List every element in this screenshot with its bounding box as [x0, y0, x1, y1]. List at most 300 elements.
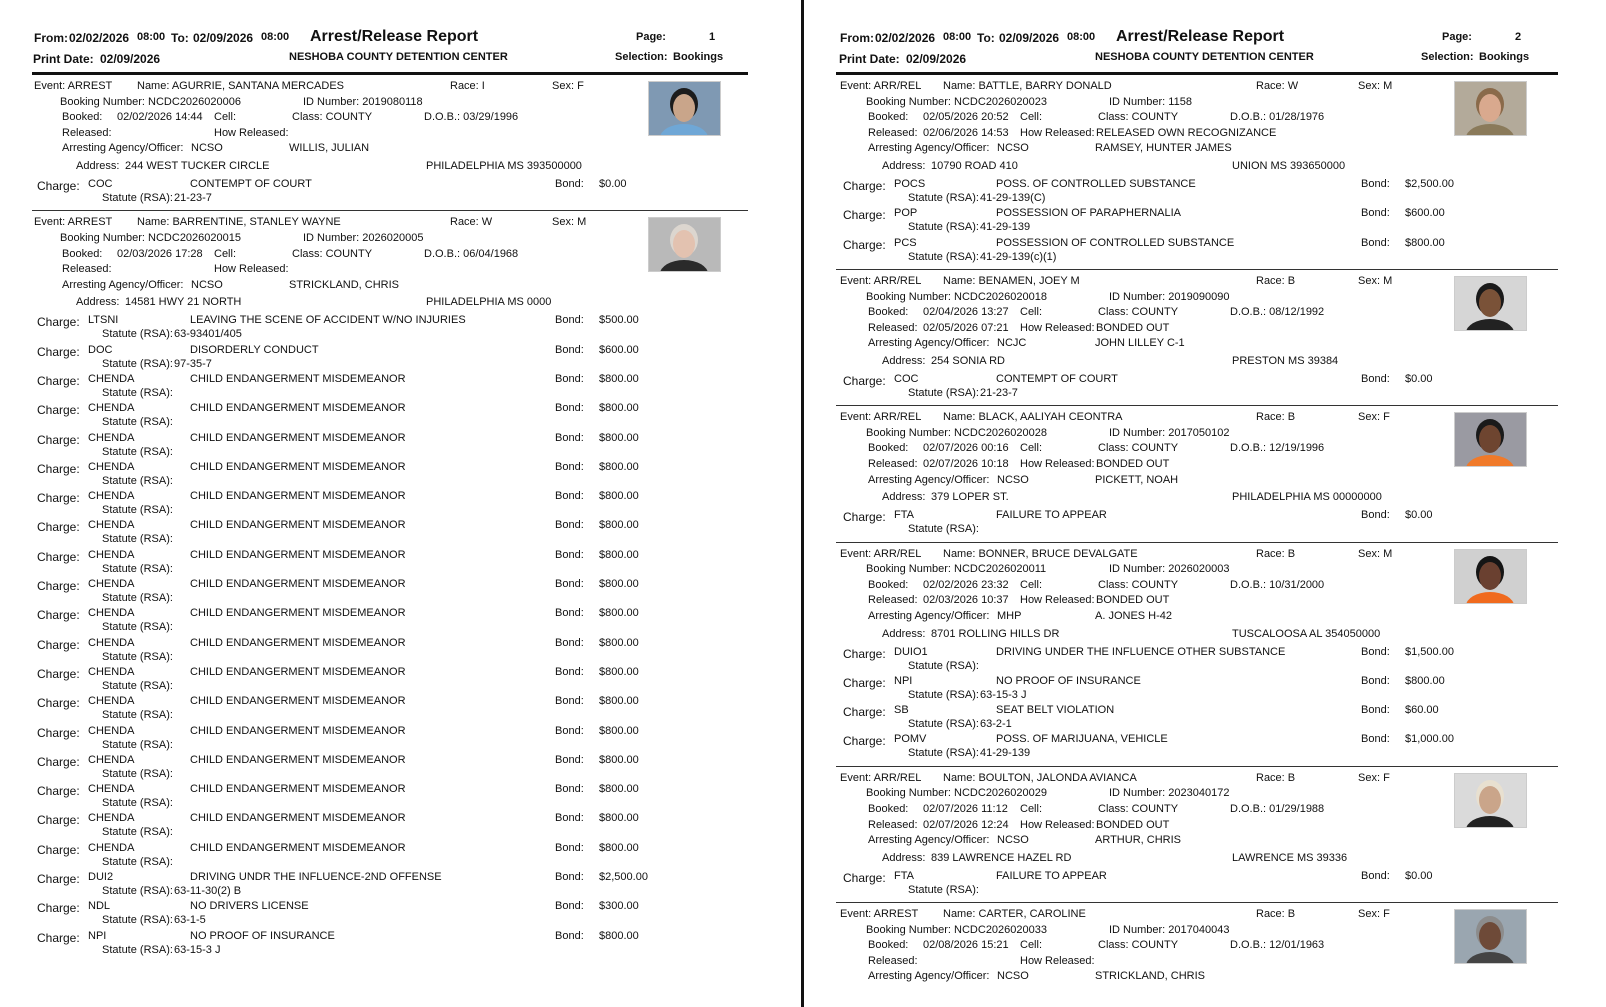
- released-datetime: 02/06/2026 14:53: [923, 126, 1009, 139]
- agency: NCJC: [997, 337, 1027, 350]
- charge-code: COC: [88, 178, 113, 190]
- city-state-zip: PHILADELPHIA MS 393500000: [426, 160, 582, 172]
- cell-label: Cell:: [1020, 306, 1043, 319]
- header-rule: [32, 72, 748, 75]
- statute-value: 41-29-139: [980, 747, 1031, 760]
- charge-description: CHILD ENDANGERMENT MISDEMEANOR: [190, 372, 406, 385]
- charge-label: Charge:: [843, 734, 886, 749]
- released-label: Released:: [868, 594, 918, 607]
- mugshot-figure: [649, 82, 720, 135]
- charge-code: CHENDA: [88, 431, 135, 444]
- booking-number: Booking Number: NCDC2026020015: [60, 231, 241, 244]
- charge-code: NPI: [894, 674, 913, 687]
- charge-code: SB: [894, 704, 909, 717]
- race: Race: W: [1256, 80, 1299, 92]
- page-divider: [801, 0, 804, 1007]
- released-label: Released:: [62, 263, 112, 276]
- address-label: Address:: [882, 354, 926, 367]
- how-released-label: How Released:: [1020, 818, 1095, 831]
- address: 10790 ROAD 410: [931, 160, 1018, 172]
- selection-label: Selection:: [1421, 51, 1474, 63]
- charge-description: CHILD ENDANGERMENT MISDEMEANOR: [190, 548, 406, 561]
- bond-amount: $800.00: [599, 753, 639, 766]
- bond-amount: $600.00: [1405, 207, 1445, 220]
- bond-amount: $60.00: [1405, 704, 1439, 717]
- bond-amount: $800.00: [599, 519, 639, 532]
- inmate-name: Name: BATTLE, BARRY DONALD: [943, 80, 1112, 92]
- statute-label: Statute (RSA):: [102, 650, 173, 663]
- charge-label: Charge:: [37, 872, 80, 886]
- released-label: Released:: [868, 126, 918, 139]
- from-date: 02/02/2026: [69, 31, 130, 45]
- charge-code: CHENDA: [88, 665, 135, 678]
- statute-value: 63-15-3 J: [174, 943, 221, 956]
- statute-value: 21-23-7: [980, 386, 1018, 399]
- charge-code: NDL: [88, 900, 111, 913]
- bond-label: Bond:: [555, 783, 584, 796]
- statute-value: 63-15-3 J: [980, 688, 1027, 701]
- how-released-label: How Released:: [214, 126, 289, 139]
- booking-number: Booking Number: NCDC2026020011: [866, 563, 1047, 576]
- charge-label: Charge:: [37, 491, 80, 506]
- booked-datetime: 02/07/2026 00:16: [923, 442, 1009, 455]
- charge-description: LEAVING THE SCENE OF ACCIDENT W/NO INJURIES: [190, 314, 466, 327]
- cell-label: Cell:: [214, 111, 237, 124]
- charge-label: Charge:: [37, 696, 80, 711]
- event-separator: [836, 902, 1558, 903]
- statute-label: Statute (RSA):: [102, 738, 173, 751]
- mugshot-photo: [1454, 81, 1527, 136]
- bond-label: Bond:: [555, 519, 584, 532]
- bond-label: Bond:: [1361, 236, 1390, 249]
- statute-label: Statute (RSA):: [102, 943, 173, 956]
- statute-label: Statute (RSA):: [102, 855, 173, 868]
- charge-label: Charge:: [37, 725, 80, 740]
- charge-description: CHILD ENDANGERMENT MISDEMEANOR: [190, 519, 406, 532]
- statute-label: Statute (RSA):: [908, 718, 979, 731]
- bond-label: Bond:: [555, 636, 584, 649]
- inmate-name: Name: BOULTON, JALONDA AVIANCA: [943, 771, 1137, 784]
- city-state-zip: LAWRENCE MS 39336: [1232, 851, 1348, 864]
- mugshot-figure: [649, 218, 720, 271]
- id-number: ID Number: 2017050102: [1109, 426, 1230, 439]
- bond-label: Bond:: [555, 490, 584, 503]
- bond-amount: $800.00: [599, 783, 639, 796]
- charge-label: Charge:: [37, 315, 80, 330]
- statute-label: Statute (RSA):: [102, 445, 173, 458]
- statute-label: Statute (RSA):: [102, 914, 173, 927]
- bond-amount: $800.00: [599, 841, 639, 854]
- sex: Sex: M: [552, 216, 587, 229]
- bond-amount: $800.00: [599, 929, 639, 942]
- how-released: BONDED OUT: [1096, 458, 1170, 470]
- bond-label: Bond:: [555, 314, 584, 327]
- inmate-name: Name: BENAMEN, JOEY M: [943, 274, 1080, 287]
- bond-amount: $800.00: [599, 695, 639, 708]
- bond-label: Bond:: [555, 431, 584, 444]
- charge-label: Charge:: [37, 666, 80, 681]
- charge-code: CHENDA: [88, 695, 135, 708]
- statute-label: Statute (RSA):: [102, 386, 173, 399]
- charge-description: CHILD ENDANGERMENT MISDEMEANOR: [190, 431, 406, 444]
- booked-label: Booked:: [62, 111, 103, 124]
- charge-description: NO PROOF OF INSURANCE: [996, 674, 1141, 687]
- selection-value: Bookings: [1479, 51, 1530, 63]
- booked-label: Booked:: [868, 111, 909, 124]
- from-label: From:: [840, 31, 874, 45]
- charge-description: DISORDERLY CONDUCT: [190, 343, 319, 356]
- charge-label: Charge:: [37, 813, 80, 828]
- bond-label: Bond:: [1361, 869, 1390, 882]
- charge-code: CHENDA: [88, 753, 135, 766]
- print-date: 02/09/2026: [100, 52, 161, 66]
- to-label: To:: [171, 31, 189, 45]
- page-label: Page:: [1442, 31, 1472, 43]
- agency-label: Arresting Agency/Officer:: [868, 834, 990, 847]
- agency-label: Arresting Agency/Officer:: [62, 278, 184, 291]
- bond-amount: $0.00: [1405, 869, 1433, 882]
- agency-label: Arresting Agency/Officer:: [868, 337, 990, 350]
- statute-label: Statute (RSA):: [102, 797, 173, 810]
- bond-amount: $800.00: [599, 636, 639, 649]
- charge-code: FTA: [894, 869, 914, 882]
- bond-label: Bond:: [555, 578, 584, 590]
- released-datetime: 02/05/2026 07:21: [923, 321, 1009, 334]
- statute-label: Statute (RSA):: [908, 192, 979, 204]
- sex: Sex: F: [1358, 908, 1390, 920]
- charge-label: Charge:: [843, 373, 886, 388]
- statute-label: Statute (RSA):: [908, 688, 979, 701]
- event-type: Event: ARR/REL: [840, 547, 922, 560]
- report-page-2: [808, 0, 1606, 1007]
- booked-label: Booked:: [868, 442, 909, 455]
- charge-description: CHILD ENDANGERMENT MISDEMEANOR: [190, 783, 406, 796]
- released-label: Released:: [868, 954, 918, 967]
- charge-description: CONTEMPT OF COURT: [996, 372, 1118, 385]
- charge-label: Charge:: [843, 510, 886, 525]
- city-state-zip: TUSCALOOSA AL 354050000: [1232, 627, 1381, 640]
- how-released: BONDED OUT: [1096, 594, 1170, 607]
- charge-code: CHENDA: [88, 372, 135, 385]
- dob: D.O.B.: 12/01/1963: [1230, 939, 1325, 952]
- bond-label: Bond:: [555, 724, 584, 737]
- selection-value: Bookings: [673, 51, 724, 63]
- sex: Sex: M: [1358, 274, 1393, 287]
- how-released: BONDED OUT: [1096, 321, 1170, 334]
- event-separator: [32, 210, 748, 211]
- booking-number: Booking Number: NCDC2026020028: [866, 426, 1047, 439]
- race: Race: B: [1256, 771, 1296, 784]
- released-datetime: 02/07/2026 10:18: [923, 458, 1009, 470]
- class: Class: COUNTY: [292, 111, 373, 124]
- charge-label: Charge:: [37, 930, 80, 945]
- bond-amount: $800.00: [599, 372, 639, 385]
- statute-label: Statute (RSA):: [908, 221, 979, 234]
- statute-label: Statute (RSA):: [102, 533, 173, 546]
- how-released-label: How Released:: [1020, 954, 1095, 967]
- cell-label: Cell:: [214, 247, 237, 260]
- statute-value: 21-23-7: [174, 192, 212, 204]
- statute-label: Statute (RSA):: [102, 504, 173, 517]
- charge-code: CHENDA: [88, 490, 135, 503]
- agency-label: Arresting Agency/Officer:: [868, 609, 990, 622]
- event-type: Event: ARR/REL: [840, 771, 922, 784]
- how-released-label: How Released:: [1020, 126, 1095, 139]
- inmate-name: Name: BONNER, BRUCE DEVALGATE: [943, 547, 1138, 560]
- charge-code: CHENDA: [88, 607, 135, 620]
- booked-label: Booked:: [868, 306, 909, 319]
- charge-label: Charge:: [843, 675, 886, 690]
- charge-code: CHENDA: [88, 636, 135, 649]
- report-page-1: [0, 0, 800, 1007]
- print-date-label: Print Date:: [839, 52, 900, 66]
- charge-code: CHENDA: [88, 578, 135, 590]
- statute-value: 41-29-139(C): [980, 192, 1046, 204]
- bond-label: Bond:: [555, 372, 584, 385]
- released-datetime: 02/03/2026 10:37: [923, 594, 1009, 607]
- sex: Sex: F: [1358, 771, 1390, 784]
- statute-label: Statute (RSA):: [908, 659, 979, 672]
- event-type: Event: ARR/REL: [840, 411, 922, 424]
- address: 244 WEST TUCKER CIRCLE: [125, 160, 270, 172]
- charge-code: POCS: [894, 178, 926, 190]
- mugshot-photo: [1454, 412, 1527, 467]
- statute-label: Statute (RSA):: [908, 386, 979, 399]
- charge-label: Charge:: [37, 901, 80, 916]
- officer: STRICKLAND, CHRIS: [1095, 970, 1206, 983]
- statute-value: 41-29-139(c)(1): [980, 250, 1057, 263]
- agency: NCSO: [191, 278, 223, 291]
- statute-value: 63-93401/405: [174, 328, 242, 341]
- mugshot-photo: [1454, 909, 1527, 964]
- print-date: 02/09/2026: [906, 52, 967, 66]
- city-state-zip: PHILADELPHIA MS 0000: [426, 296, 552, 309]
- how-released-label: How Released:: [1020, 594, 1095, 607]
- from-time: 08:00: [943, 31, 972, 43]
- inmate-name: Name: BARRENTINE, STANLEY WAYNE: [137, 216, 341, 229]
- charge-label: Charge:: [843, 208, 886, 223]
- address: 14581 HWY 21 NORTH: [125, 296, 242, 309]
- event-type: Event: ARREST: [840, 908, 919, 920]
- how-released: RELEASED OWN RECOGNIZANCE: [1096, 126, 1277, 139]
- agency: NCSO: [997, 473, 1029, 486]
- bond-amount: $2,500.00: [599, 871, 648, 883]
- race: Race: W: [450, 216, 493, 229]
- how-released: BONDED OUT: [1096, 818, 1170, 831]
- charge-code: FTA: [894, 509, 914, 522]
- booked-label: Booked:: [868, 802, 909, 815]
- bond-label: Bond:: [555, 343, 584, 356]
- bond-amount: $500.00: [599, 314, 639, 327]
- charge-code: CHENDA: [88, 460, 135, 473]
- charge-description: POSSESSION OF PARAPHERNALIA: [996, 207, 1182, 220]
- from-label: From:: [34, 31, 68, 45]
- charge-description: NO PROOF OF INSURANCE: [190, 929, 335, 942]
- cell-label: Cell:: [1020, 578, 1043, 591]
- charge-label: Charge:: [37, 373, 80, 388]
- bond-amount: $1,000.00: [1405, 733, 1454, 746]
- dob: D.O.B.: 06/04/1968: [424, 247, 519, 260]
- statute-value: 63-1-5: [174, 914, 206, 927]
- id-number: ID Number: 2017040043: [1109, 923, 1230, 936]
- charge-label: Charge:: [843, 179, 886, 193]
- facility-name: NESHOBA COUNTY DETENTION CENTER: [289, 51, 508, 63]
- how-released-label: How Released:: [1020, 321, 1095, 334]
- address-label: Address:: [76, 296, 120, 309]
- charge-code: PCS: [894, 236, 917, 249]
- agency-label: Arresting Agency/Officer:: [868, 473, 990, 486]
- charge-description: NO DRIVERS LICENSE: [190, 900, 309, 913]
- bond-amount: $300.00: [599, 900, 639, 913]
- agency: NCSO: [997, 142, 1029, 155]
- bond-label: Bond:: [555, 871, 584, 883]
- booked-datetime: 02/08/2026 15:21: [923, 939, 1009, 952]
- booked-datetime: 02/05/2026 20:52: [923, 111, 1009, 124]
- agency: NCSO: [997, 834, 1029, 847]
- to-time: 08:00: [1067, 31, 1096, 43]
- sex: Sex: M: [1358, 80, 1393, 92]
- charge-code: CHENDA: [88, 783, 135, 796]
- class: Class: COUNTY: [1098, 939, 1179, 952]
- charge-label: Charge:: [843, 705, 886, 720]
- bond-amount: $800.00: [599, 724, 639, 737]
- mugshot-figure: [1455, 910, 1526, 963]
- event-type: Event: ARR/REL: [840, 274, 922, 287]
- id-number: ID Number: 2019080118: [303, 95, 423, 108]
- charge-label: Charge:: [37, 432, 80, 447]
- dob: D.O.B.: 01/29/1988: [1230, 802, 1325, 815]
- report-title: Arrest/Release Report: [310, 28, 479, 45]
- address-label: Address:: [882, 160, 926, 172]
- charge-code: CHENDA: [88, 724, 135, 737]
- page-number: 2: [1515, 31, 1522, 43]
- id-number: ID Number: 2026020003: [1109, 563, 1230, 576]
- charge-description: CHILD ENDANGERMENT MISDEMEANOR: [190, 636, 406, 649]
- released-label: Released:: [868, 818, 918, 831]
- charge-label: Charge:: [37, 520, 80, 535]
- bond-label: Bond:: [555, 665, 584, 678]
- event-type: Event: ARR/REL: [840, 80, 922, 92]
- bond-amount: $800.00: [599, 460, 639, 473]
- officer: RAMSEY, HUNTER JAMES: [1095, 142, 1232, 155]
- booked-datetime: 02/04/2026 13:27: [923, 306, 1009, 319]
- charge-description: DRIVING UNDER THE INFLUENCE OTHER SUBSTANCE: [996, 645, 1286, 658]
- mugshot-photo: [1454, 549, 1527, 604]
- bond-label: Bond:: [555, 607, 584, 620]
- officer: JOHN LILLEY C-1: [1095, 337, 1185, 350]
- bond-label: Bond:: [1361, 704, 1390, 717]
- charge-label: Charge:: [37, 403, 80, 418]
- charge-label: Charge:: [37, 842, 80, 857]
- officer: ARTHUR, CHRIS: [1095, 834, 1181, 847]
- charge-description: SEAT BELT VIOLATION: [996, 704, 1115, 717]
- race: Race: B: [1256, 908, 1296, 920]
- charge-description: POSSESSION OF CONTROLLED SUBSTANCE: [996, 236, 1235, 249]
- bond-amount: $800.00: [1405, 236, 1445, 249]
- id-number: ID Number: 1158: [1109, 95, 1192, 108]
- agency-label: Arresting Agency/Officer:: [868, 142, 990, 155]
- booked-label: Booked:: [62, 247, 103, 260]
- charge-label: Charge:: [37, 608, 80, 623]
- charge-label: Charge:: [843, 870, 886, 885]
- charge-code: POMV: [894, 733, 927, 746]
- race: Race: B: [1256, 411, 1296, 424]
- charge-label: Charge:: [843, 646, 886, 661]
- booking-number: Booking Number: NCDC2026020018: [866, 290, 1047, 303]
- mugshot-photo: [1454, 773, 1527, 828]
- bond-label: Bond:: [555, 812, 584, 825]
- to-date: 02/09/2026: [193, 31, 254, 45]
- booked-label: Booked:: [868, 578, 909, 591]
- statute-value: 63-2-1: [980, 718, 1012, 731]
- selection-label: Selection:: [615, 51, 668, 63]
- to-time: 08:00: [261, 31, 290, 43]
- dob: D.O.B.: 10/31/2000: [1230, 578, 1325, 591]
- address: 839 LAWRENCE HAZEL RD: [931, 851, 1072, 864]
- charge-code: CHENDA: [88, 548, 135, 561]
- class: Class: COUNTY: [1098, 306, 1179, 319]
- address: 8701 ROLLING HILLS DR: [931, 627, 1060, 640]
- bond-label: Bond:: [555, 548, 584, 561]
- race: Race: I: [450, 80, 485, 92]
- statute-label: Statute (RSA):: [102, 562, 173, 575]
- charge-label: Charge:: [37, 549, 80, 564]
- mugshot-figure: [1455, 82, 1526, 135]
- bond-label: Bond:: [555, 929, 584, 942]
- officer: WILLIS, JULIAN: [289, 142, 370, 155]
- charge-description: CONTEMPT OF COURT: [190, 178, 312, 190]
- bond-label: Bond:: [555, 753, 584, 766]
- address: 379 LOPER ST.: [931, 491, 1009, 504]
- event-separator: [836, 542, 1558, 543]
- charge-code: DUIO1: [894, 645, 928, 658]
- mugshot-photo: [648, 217, 721, 272]
- page-label: Page:: [636, 31, 666, 43]
- dob: D.O.B.: 12/19/1996: [1230, 442, 1325, 455]
- address-label: Address:: [882, 491, 926, 504]
- sex: Sex: M: [1358, 547, 1393, 560]
- dob: D.O.B.: 03/29/1996: [424, 111, 519, 124]
- charge-label: Charge:: [37, 754, 80, 769]
- charge-description: CHILD ENDANGERMENT MISDEMEANOR: [190, 724, 406, 737]
- charge-description: CHILD ENDANGERMENT MISDEMEANOR: [190, 460, 406, 473]
- cell-label: Cell:: [1020, 111, 1043, 124]
- class: Class: COUNTY: [292, 247, 373, 260]
- header-rule: [836, 72, 1558, 75]
- officer: STRICKLAND, CHRIS: [289, 278, 400, 291]
- to-label: To:: [977, 31, 995, 45]
- agency: MHP: [997, 609, 1022, 622]
- statute-label: Statute (RSA):: [908, 747, 979, 760]
- how-released-label: How Released:: [214, 263, 289, 276]
- mugshot-photo: [1454, 276, 1527, 331]
- booked-datetime: 02/02/2026 14:44: [117, 111, 203, 124]
- event-separator: [836, 269, 1558, 270]
- charge-code: COC: [894, 372, 919, 385]
- mugshot-figure: [1455, 550, 1526, 603]
- released-label: Released:: [62, 126, 112, 139]
- bond-amount: $800.00: [599, 490, 639, 503]
- statute-label: Statute (RSA):: [908, 523, 979, 536]
- bond-amount: $800.00: [599, 812, 639, 825]
- to-date: 02/09/2026: [999, 31, 1060, 45]
- id-number: ID Number: 2023040172: [1109, 787, 1230, 800]
- class: Class: COUNTY: [1098, 578, 1179, 591]
- event-separator: [836, 405, 1558, 406]
- report-title: Arrest/Release Report: [1116, 28, 1285, 45]
- booked-datetime: 02/02/2026 23:32: [923, 578, 1009, 591]
- address-label: Address:: [882, 851, 926, 864]
